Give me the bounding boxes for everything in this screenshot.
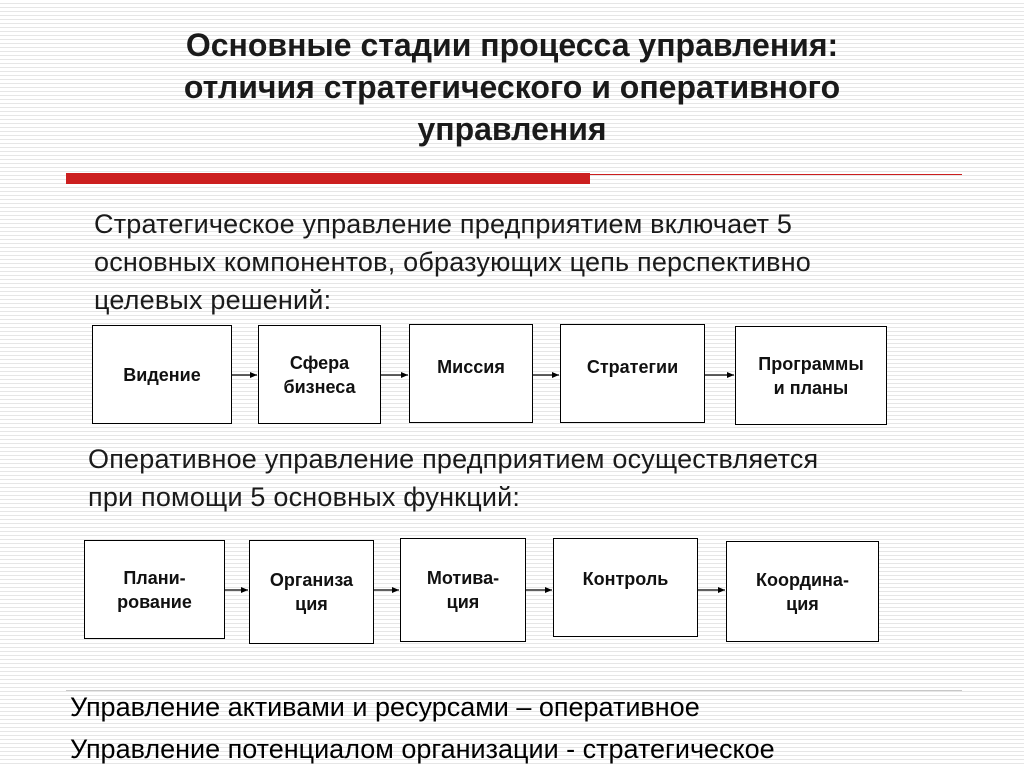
strategic-step-vision (92, 325, 232, 424)
strategic-description (94, 205, 811, 319)
strategic-step-label: Видение (123, 364, 201, 385)
title-underline-red (66, 173, 590, 184)
strategic-description-line-1: Стратегическое управление предприятием включает 5 (94, 209, 793, 239)
strategic-description-line-3: целевых решений: (94, 285, 332, 315)
strategic-step-label: Сфера бизнеса (283, 352, 356, 397)
footer-line-operational: Управление активами и ресурсами – оперативное (70, 692, 700, 722)
strategic-description-line-2: основных компонентов, образующих цепь перспективно (94, 247, 812, 277)
operational-description-line-1: Оперативное управление предприятием осуществляется (88, 444, 819, 474)
operational-step-control (553, 538, 698, 637)
strategic-step-business-scope (258, 325, 381, 424)
operational-step-label: Плани- рование (117, 567, 192, 612)
strategic-step-label: Стратегии (586, 357, 679, 377)
slide-title (60, 24, 964, 150)
operational-step-organization (249, 540, 374, 644)
operational-description (88, 440, 818, 516)
strategic-step-label: Миссия (437, 357, 505, 377)
operational-step-label: Мотива- ция (426, 568, 500, 612)
operational-step-coordination (726, 541, 879, 642)
operational-step-label: Контроль (582, 569, 669, 589)
operational-step-label: Организа ция (269, 570, 354, 614)
operational-step-motivation (400, 538, 526, 642)
strategic-step-mission (409, 324, 533, 423)
slide-title-line-3: управления (417, 111, 607, 147)
strategic-step-label: Программы и планы (758, 353, 864, 398)
operational-step-label: Координа- ция (756, 569, 849, 614)
title-underline-thin (590, 174, 962, 175)
footer-line-strategic: Управление потенциалом организации - стратегическое (70, 734, 775, 764)
strategic-step-strategies (560, 324, 705, 423)
slide-title-line-2: отличия стратегического и оперативного (183, 69, 841, 105)
slide-title-line-1: Основные стадии процесса управления: (185, 27, 839, 63)
operational-step-planning (84, 540, 225, 639)
strategic-step-programs-plans (735, 326, 887, 425)
operational-description-line-2: при помощи 5 основных функций: (88, 482, 521, 512)
